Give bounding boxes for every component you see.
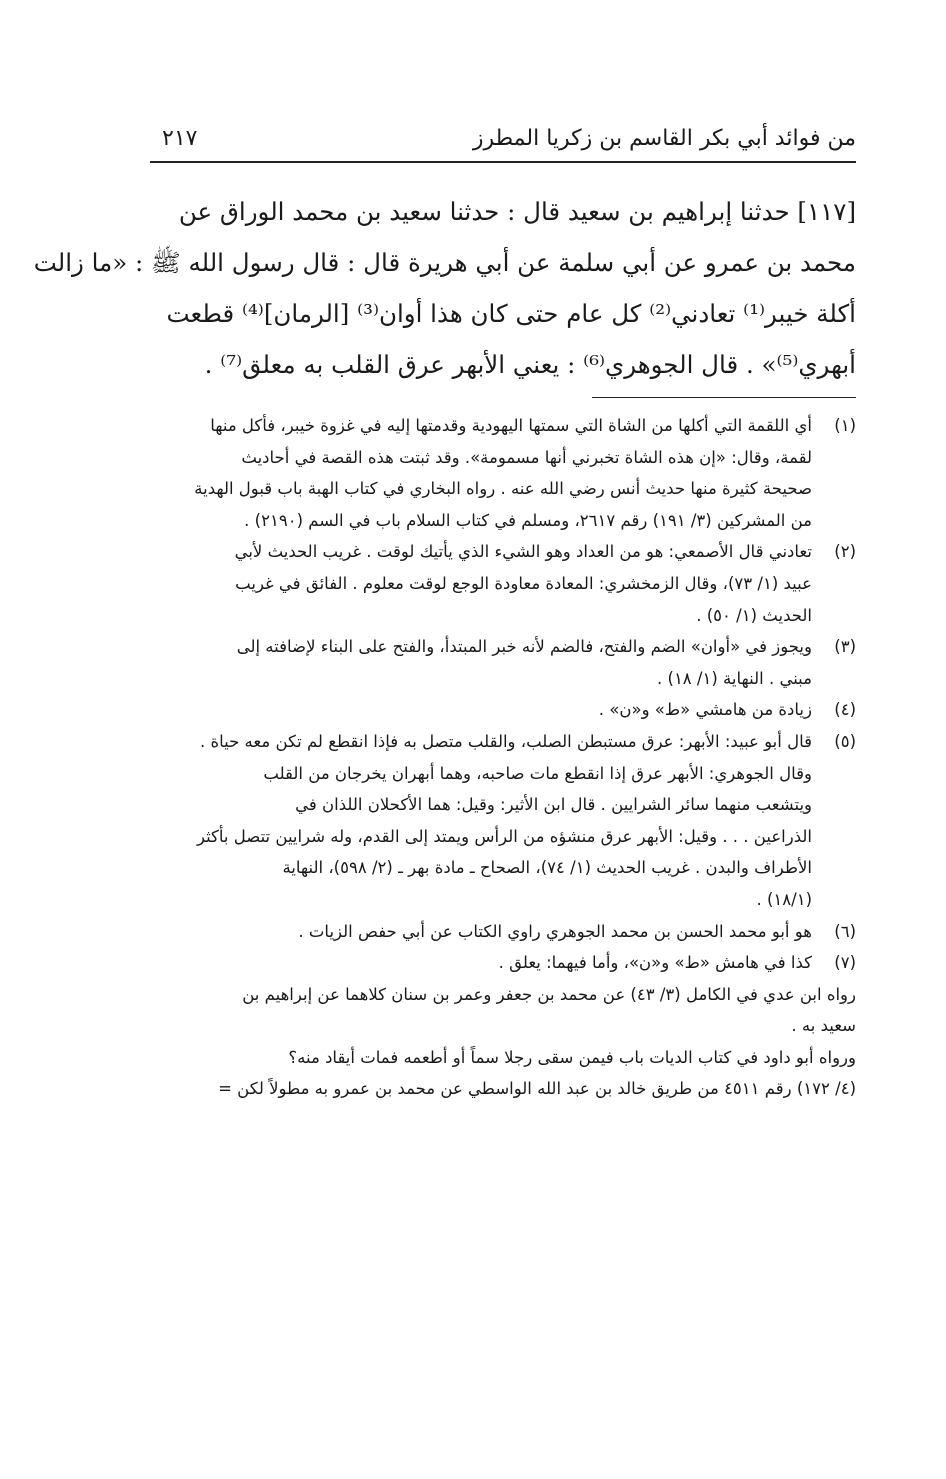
footnote-number: (٢) xyxy=(834,542,856,562)
running-header xyxy=(150,122,856,162)
footnote-body xyxy=(150,694,812,726)
takhrij-notes xyxy=(150,979,856,1105)
hadith-line: أبهري⁽⁵⁾» . قال الجوهري⁽⁶⁾ : يعني الأبهر عرق القلب به معلق⁽⁷⁾ . xyxy=(204,350,856,379)
footnote-body xyxy=(150,536,812,631)
footnote-line: (١٨/١) . xyxy=(756,889,812,909)
footnote-line: أي اللقمة التي أكلها من الشاة التي سمتها اليهودية وقدمتها إليه في غزوة خيبر، فأكل منها xyxy=(210,416,812,435)
footnote-6 xyxy=(150,916,856,948)
hadith-line: [١١٧] حدثنا إبراهيم بن سعيد قال : حدثنا سعيد بن محمد الوراق عن xyxy=(178,197,856,226)
footnote-line: الذراعين . . . وقيل: الأبهر عرق منشؤه من الرأس ويمتد إلى القدم، وله شرايين تتصل بأكثر xyxy=(196,826,812,846)
footnote-line: ويتشعب منهما سائر الشرايين . قال ابن الأثير: وقيل: هما الأكحلان اللذان في xyxy=(295,795,812,815)
footnote-number: (٦) xyxy=(834,921,856,941)
takhrij-line: سعيد به . xyxy=(791,1016,856,1036)
takhrij-line: (٤/ ١٧٢) رقم ٤٥١١ من طريق خالد بن عبد الله الواسطي عن محمد بن عمرو به مطولاً لكن = xyxy=(218,1079,856,1099)
footnote-4 xyxy=(150,694,856,726)
footnote-line: لقمة، وقال: «إن هذه الشاة تخبرني أنها مسمومة». وقد ثبتت هذه القصة في أحاديث xyxy=(241,447,812,467)
footnote-line: هو أبو محمد الحسن بن محمد الجوهري راوي الكتاب عن أبي حفص الزيات . xyxy=(298,921,812,941)
footnote-body xyxy=(150,726,812,916)
footnote-number: (١) xyxy=(834,416,856,435)
footnotes xyxy=(150,410,856,1105)
footnote-body xyxy=(150,410,812,536)
takhrij-line: رواه ابن عدي في الكامل (٣/ ٤٣) عن محمد بن جعفر وعمر بن سنان كلاهما عن إبراهيم بن xyxy=(242,984,856,1004)
page-number: ٢١٧ xyxy=(162,126,198,151)
footnote-line: صحيحة كثيرة منها حديث أنس رضي الله عنه . رواه البخاري في كتاب الهبة باب قبول الهدية xyxy=(194,479,812,499)
takhrij-line: ورواه أبو داود في كتاب الديات باب فيمن سقى رجلا سماً أو أطعمه فمات أيقاد منه؟ xyxy=(288,1047,856,1067)
footnote-2 xyxy=(150,536,856,631)
footnote-line: الأطراف والبدن . غريب الحديث (١/ ٧٤)، الصحاح ـ مادة بهر ـ (٢/ ٥٩٨)، النهاية xyxy=(282,858,812,878)
footnote-line: عبيد (١/ ٧٣)، وقال الزمخشري: المعادة معاودة الوجع لوقت معلوم . الفائق في غريب xyxy=(235,573,812,593)
hadith-line: أكلة خيبر⁽¹⁾ تعادني⁽²⁾ كل عام حتى كان هذا أوان⁽³⁾ [الرمان]⁽⁴⁾ قطعت xyxy=(166,299,856,328)
footnote-3 xyxy=(150,631,856,694)
footnote-1 xyxy=(150,410,856,536)
footnote-body xyxy=(150,631,812,694)
footnote-line: قال أبو عبيد: الأبهر: عرق مستبطن الصلب، والقلب متصل به فإذا انقطع لم تكن معه حياة . xyxy=(199,731,812,751)
footnote-separator xyxy=(592,397,856,398)
hadith-text xyxy=(33,186,856,390)
footnote-line: ويجوز في «أوان» الضم والفتح، فالضم لأنه خبر المبتدأ، والفتح على البناء لإضافته إلى xyxy=(236,637,812,657)
footnote-5 xyxy=(150,726,856,916)
footnote-line: مبني . النهاية (١/ ١٨) . xyxy=(657,668,812,688)
footnote-line: تعادني قال الأصمعي: هو من العداد وهو الشيء الذي يأتيك لوقت . غريب الحديث لأبي xyxy=(234,542,812,562)
header-title: من فوائد أبي بكر القاسم بن زكريا المطرز xyxy=(472,126,856,151)
footnote-number: (٥) xyxy=(834,731,856,751)
header-rule xyxy=(150,161,856,163)
footnote-number: (٧) xyxy=(834,953,856,973)
footnote-line: كذا في هامش «ط» و«ن»، وأما فيهما: يعلق . xyxy=(498,953,812,973)
footnote-line: وقال الجوهري: الأبهر عرق إذا انقطع مات صاحبه، وهما أبهران يخرجان من القلب xyxy=(263,763,812,783)
footnote-number: (٤) xyxy=(834,700,856,720)
footnote-number: (٣) xyxy=(834,637,856,657)
footnote-body xyxy=(150,947,812,979)
footnote-7 xyxy=(150,947,856,979)
footnote-body xyxy=(150,916,812,948)
footnote-line: الحديث (١/ ٥٠) . xyxy=(696,605,812,625)
footnote-line: زيادة من هامشي «ط» و«ن» . xyxy=(598,700,812,720)
hadith-line: محمد بن عمرو عن أبي سلمة عن أبي هريرة قال : قال رسول الله ﷺ : «ما زالت xyxy=(33,248,856,277)
footnote-line: من المشركين (٣/ ١٩١) رقم ٢٦١٧، ومسلم في كتاب السلام باب في السم (٢١٩٠) . xyxy=(244,510,812,530)
